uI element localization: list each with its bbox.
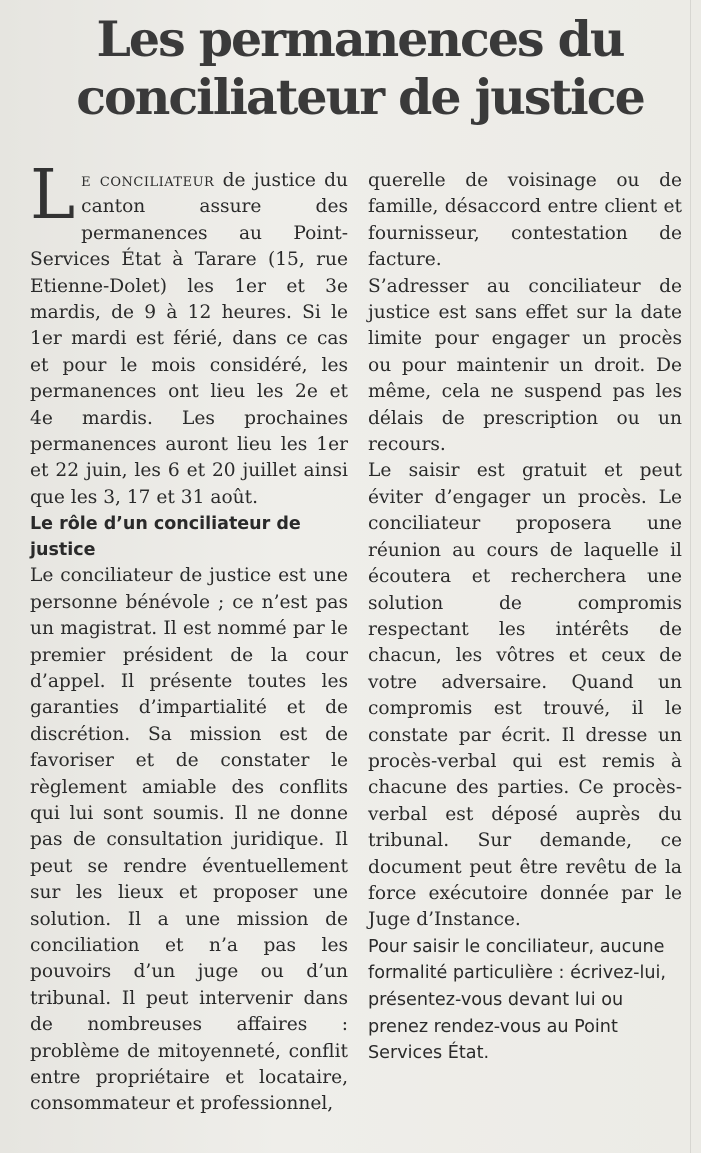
- lead-paragraph: [30, 156, 349, 511]
- section-subhead: Le rôle d’un conciliateur de justice: [30, 514, 301, 561]
- paragraph-contact: Pour saisir le conciliateur, aucune formalité particulière : écrivez-lui, présentez-vous devant lui ou prenez rendez-vous au Point Services État.: [368, 936, 667, 1064]
- lead-text: de justice du canton assure des permanences au Point-Services État à Tarare (15, rue Etienne-Dolet) les 1er et 3e mardis, de 9 à 12 heures. Si le 1er mardi est férié, dans ce cas et pour le mois considéré, les permanences ont lieu les 2e et 4e mardis. Les prochaines permanences auront lieu les 1er et 22 juin, les 6 et 20 juillet ainsi que les 3, 17 et 31 août.: [30, 170, 349, 508]
- paragraph-role: Le conciliateur de justice est une personne bénévole ; ce n’est pas un magistrat. Il est nommé par le premier président de la cour d’appel. Il présente toutes les garanties d’impartialité et de discrétion. Sa mission est de favoriser et de constater le règlement amiable des conflits qui lui sont soumis. Il ne donne pas de consultation juridique. Il peut se rendre éventuellement sur les lieux et proposer une solution. Il a une mission de conciliation et n’a pas les pouvoirs d’un juge ou d’un tribunal. Il peut intervenir dans de nombreuses affaires : problème de mitoyenneté, conflit entre propriétaire et locataire, consommateur et professionnel,: [30, 565, 348, 1115]
- article-headline: Les permanences du conciliateur de justice: [76, 10, 644, 126]
- drop-cap: L: [30, 156, 76, 235]
- article-column-right: [368, 168, 682, 1067]
- lead-smallcaps: e conciliateur: [81, 170, 215, 191]
- page-edge: [690, 0, 691, 1153]
- paragraph-gratuit: Le saisir est gratuit et peut éviter d’engager un procès. Le conciliateur proposera une réunion au cours de laquelle il écoutera et recherchera une solution de compromis respectant les intérêts de chacun, les vôtres et ceux de votre adversaire. Quand un compromis est trouvé, il le constate par écrit. Il dresse un procès-verbal qui est remis à chacune des parties. Ce procès-verbal est déposé auprès du tribunal. Sur demande, ce document peut être revêtu de la force exécutoire donnée par le Juge d’Instance.: [368, 460, 682, 931]
- article-column-left: [30, 156, 349, 1118]
- paragraph-role-continued: querelle de voisinage ou de famille, désaccord entre client et fournisseur, contestation de facture.: [368, 170, 682, 271]
- paragraph-saisine: S’adresser au conciliateur de justice est sans effet sur la date limite pour engager un procès ou pour maintenir un droit. De même, cela ne suspend pas les délais de prescription ou un recours.: [368, 275, 682, 456]
